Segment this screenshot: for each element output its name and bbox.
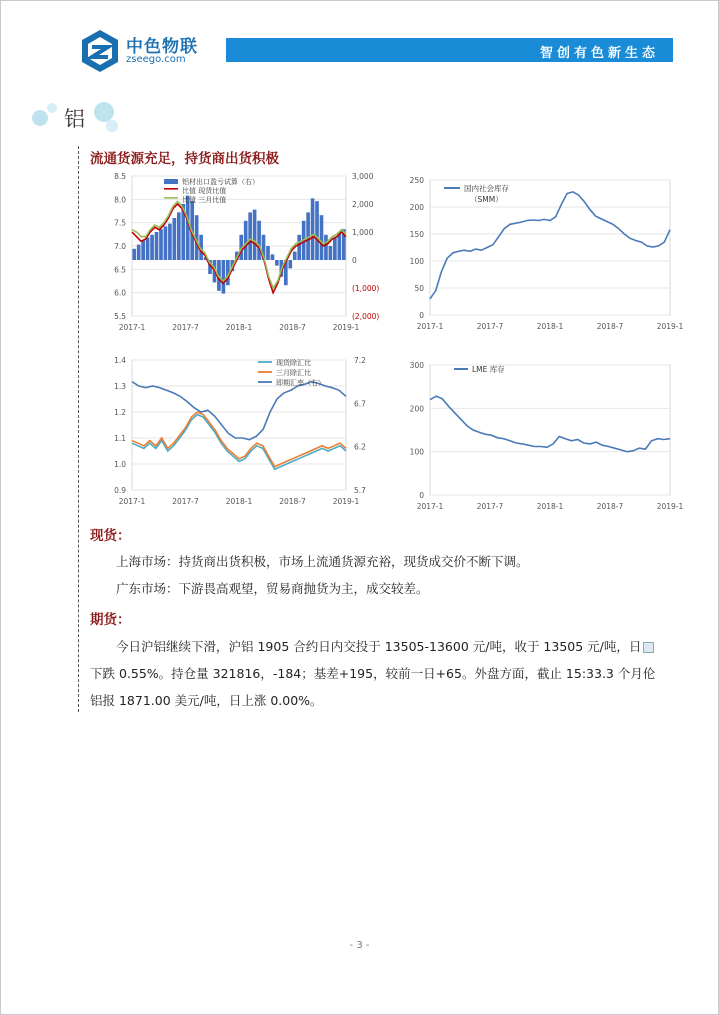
- c1-y-right-tick: 0: [352, 256, 357, 265]
- c1-export-margin-bar: [159, 229, 163, 260]
- c3-y-left-tick: 1.4: [114, 356, 126, 365]
- c2-y-tick: 150: [409, 230, 424, 239]
- c3-y-right-tick: 6.2: [354, 442, 366, 452]
- c1-export-margin-bar: [164, 226, 168, 260]
- c3-y-right-tick: 5.7: [354, 486, 366, 495]
- c1-y-left-tick: 6.5: [114, 265, 126, 275]
- c1-x-tick: 2018-1: [225, 323, 253, 332]
- c3-x-tick: 2019-1: [332, 497, 360, 506]
- c2-y-tick: 200: [409, 203, 424, 212]
- header-banner: [226, 38, 673, 62]
- chart-ratio-export-margin: [90, 166, 394, 338]
- c3-x-tick: 2018-1: [225, 497, 253, 506]
- c1-y-right-tick: 1,000: [352, 228, 374, 237]
- c2-x-tick: 2017-1: [416, 322, 444, 331]
- c1-export-margin-bar: [271, 254, 275, 260]
- c3-legend-label: 三月除汇比: [276, 369, 311, 377]
- section-title: 铝: [64, 107, 85, 131]
- c1-y-right-tick: (2,000): [352, 312, 380, 321]
- c1-export-margin-bar: [293, 252, 297, 260]
- c2-y-tick: 0: [419, 311, 424, 320]
- left-dashed-rule: [78, 146, 79, 712]
- c1-export-margin-bar: [275, 260, 279, 266]
- c1-export-margin-bar: [173, 218, 177, 260]
- paste-options-icon[interactable]: [643, 642, 654, 653]
- c1-export-margin-bar: [324, 235, 328, 260]
- chart-lme-inventory: [400, 355, 684, 515]
- c1-export-margin-bar: [333, 238, 337, 260]
- c1-legend-swatch: [164, 188, 178, 190]
- c3-legend-label: 即期汇率（右）: [276, 379, 325, 387]
- report-headline: 流通货源充足，持货商出货积极: [90, 151, 279, 167]
- chart-fx-adjusted-ratio: [90, 350, 394, 510]
- spot-line-guangdong: 广东市场：下游畏高观望，贸易商抛货为主，成交较差。: [116, 581, 429, 596]
- c4-x-tick: 2017-7: [476, 502, 504, 511]
- spot-line-shanghai: 上海市场：持货商出货积极，市场上流通货源充裕，现货成交价不断下调。: [116, 554, 529, 569]
- futures-label: 期货：: [90, 612, 131, 628]
- c2-y-tick: 250: [409, 176, 424, 185]
- c1-export-margin-bar: [168, 224, 172, 260]
- c4-legend-label: LME 库存: [472, 365, 505, 374]
- c2-legend-label: 国内社会库存: [464, 184, 509, 193]
- c1-y-right-tick: (1,000): [352, 284, 380, 293]
- c1-legend-swatch: [164, 179, 178, 184]
- c3-legend-label: 现货除汇比: [276, 359, 311, 367]
- c1-export-margin-bar: [137, 245, 141, 260]
- c1-export-margin-bar: [244, 221, 248, 260]
- c1-export-margin-bar: [320, 215, 324, 260]
- c4-y-tick: 300: [409, 361, 424, 370]
- c4-y-tick: 100: [409, 447, 424, 457]
- c1-y-left-tick: 8.0: [114, 195, 126, 205]
- futures-line-1: 今日沪铝继续下滑，沪铝 1905 合约日内交投于 13505-13600 元/吨，收于 13505 元/吨，日: [90, 633, 700, 660]
- c1-y-right-tick: 2,000: [352, 200, 374, 209]
- c1-legend-swatch: [164, 197, 178, 199]
- header-slogan: 智创有色新生态: [539, 46, 659, 61]
- c3-y-left-tick: 0.9: [114, 486, 126, 495]
- c3-y-right-tick: 7.2: [354, 356, 366, 365]
- c2-x-tick: 2019-1: [656, 322, 684, 331]
- c1-y-left-tick: 7.0: [114, 242, 126, 251]
- c1-x-tick: 2018-7: [279, 323, 306, 332]
- c3-x-tick: 2017-1: [118, 497, 146, 506]
- c1-export-margin-bar: [329, 246, 333, 260]
- c2-legend-sublabel: （SMM）: [470, 195, 503, 204]
- c3-y-left-tick: 1.1: [114, 434, 126, 443]
- futures-paragraph: [90, 633, 700, 714]
- c1-export-margin-bar: [288, 260, 292, 268]
- c1-export-margin-bar: [248, 212, 252, 260]
- chart-domestic-inventory: [400, 170, 684, 340]
- spot-label: 现货：: [90, 528, 131, 544]
- c1-legend-label: 铝材出口盈亏试算（右）: [182, 178, 259, 186]
- c4-x-tick: 2017-1: [416, 502, 444, 511]
- c2-plot-area: [430, 180, 670, 315]
- c4-y-tick: 0: [419, 491, 424, 500]
- c1-export-margin-bar: [266, 246, 270, 260]
- brand-name: 中色物联: [126, 37, 198, 57]
- c3-y-left-tick: 1.0: [114, 460, 126, 469]
- c1-export-margin-bar: [315, 201, 319, 260]
- c1-export-margin-bar: [257, 221, 261, 260]
- c1-y-left-tick: 7.5: [114, 218, 126, 228]
- c2-x-tick: 2018-1: [536, 322, 564, 331]
- c1-export-margin-bar: [253, 210, 257, 260]
- c3-x-tick: 2018-7: [279, 497, 306, 506]
- c2-y-tick: 100: [409, 257, 424, 266]
- c1-y-left-tick: 6.0: [114, 288, 126, 298]
- c1-export-margin-bar: [150, 235, 154, 260]
- c3-y-right-tick: 6.7: [354, 399, 366, 409]
- c1-legend-label: 比值 现货比值: [182, 187, 227, 195]
- c1-export-margin-bar: [297, 235, 301, 260]
- c4-plot-area: [430, 365, 670, 495]
- c1-y-left-tick: 8.5: [114, 172, 126, 181]
- c1-y-right-tick: 3,000: [352, 172, 374, 181]
- c1-export-margin-bar: [222, 260, 226, 294]
- c1-export-margin-bar: [146, 238, 150, 260]
- c2-x-tick: 2017-7: [476, 322, 504, 331]
- futures-line-3: 铝报 1871.00 美元/吨，日上涨 0.00%。: [90, 693, 323, 708]
- brand-url: zseego.com: [126, 54, 186, 65]
- c2-x-tick: 2018-7: [596, 322, 624, 331]
- c4-x-tick: 2018-7: [596, 502, 624, 511]
- c3-y-left-tick: 1.2: [114, 408, 126, 417]
- c1-x-tick: 2017-1: [118, 323, 146, 332]
- c1-export-margin-bar: [132, 249, 136, 260]
- logo-mark-icon: [78, 28, 122, 74]
- c4-y-tick: 200: [409, 404, 424, 414]
- page-number: - 3 -: [349, 940, 370, 951]
- c1-export-margin-bar: [155, 232, 159, 260]
- brand-logo: [78, 28, 218, 74]
- c3-y-left-tick: 1.3: [114, 382, 126, 391]
- c1-x-tick: 2019-1: [332, 323, 360, 332]
- c1-x-tick: 2017-7: [172, 323, 199, 332]
- c1-export-margin-bar: [311, 198, 315, 260]
- c1-export-margin-bar: [141, 240, 145, 260]
- c1-y-left-tick: 5.5: [114, 312, 126, 321]
- c4-x-tick: 2018-1: [536, 502, 564, 511]
- c2-y-tick: 50: [414, 284, 424, 293]
- c1-legend-label: 比值 三月比值: [182, 196, 227, 204]
- c4-x-tick: 2019-1: [656, 502, 684, 511]
- futures-line-2: 下跌 0.55%。持仓量 321816，-184；基差+195，较前一日+65。外盘方面，截止 15:33.3 个月伦: [90, 666, 656, 681]
- c3-x-tick: 2017-7: [172, 497, 199, 506]
- c1-export-margin-bar: [177, 212, 181, 260]
